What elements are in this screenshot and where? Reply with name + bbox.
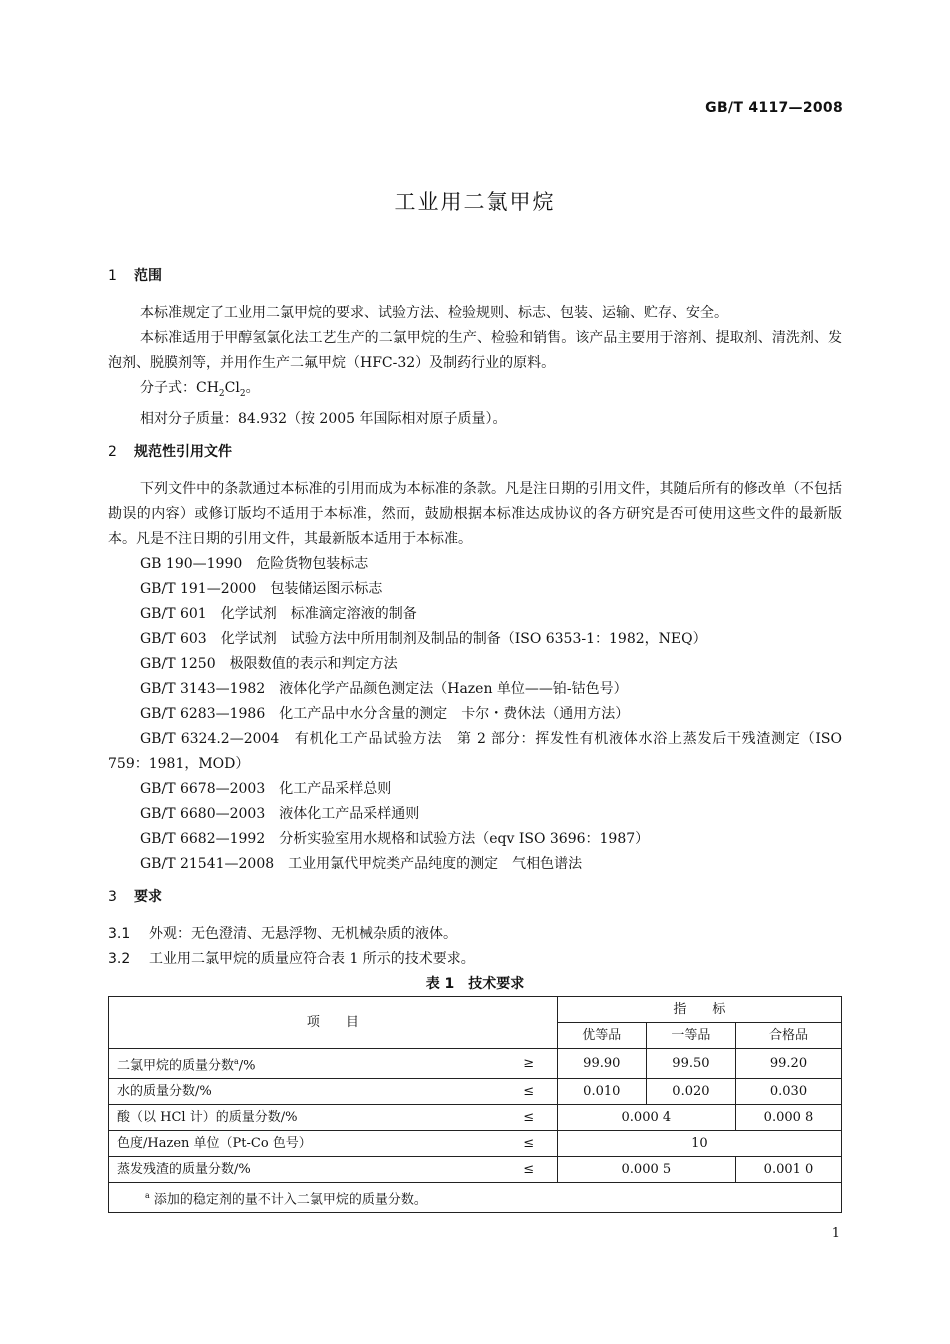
table-row: [109, 1105, 842, 1131]
row-name: 酸（以 HCl 计）的质量分数/%: [109, 1105, 501, 1131]
reference-item: GB/T 191—2000 包装储运图示标志: [140, 580, 383, 597]
clause-3-2: [108, 947, 842, 972]
table-caption: 表 1 技术要求: [425, 975, 525, 992]
table-row: [109, 1131, 842, 1157]
footnote-mark: a: [145, 1191, 150, 1201]
footnote-text: 添加的稳定剂的量不计入二氯甲烷的质量分数。: [153, 1192, 427, 1208]
row-symbol: ≤: [501, 1157, 558, 1183]
page-number: 1: [831, 1226, 840, 1241]
row-symbol: ≤: [501, 1105, 558, 1131]
row-symbol: ≥: [501, 1048, 558, 1078]
value-cell: 0.030: [735, 1079, 841, 1105]
formula-prefix: 分子式：CH: [140, 380, 219, 396]
grade-first: 一等品: [646, 1022, 735, 1048]
reference-item: GB/T 3143—1982 液体化学产品颜色测定法（Hazen 单位——铂-钴色号）: [140, 680, 628, 697]
value-cell: 0.000 8: [735, 1105, 841, 1131]
table-row: [109, 1048, 842, 1078]
section-number: 2: [108, 443, 117, 460]
document-body: [108, 264, 842, 1213]
grade-qualified: 合格品: [735, 1022, 841, 1048]
reference-item: GB/T 6680—2003 液体化工产品采样通则: [140, 805, 420, 822]
section-title: 要求: [134, 888, 162, 905]
row-name-text: 二氯甲烷的质量分数: [117, 1058, 235, 1074]
clause-text: 工业用二氯甲烷的质量应符合表 1 所示的技术要求。: [149, 950, 475, 967]
table-footnote: [109, 1183, 842, 1213]
section-2-heading: [108, 440, 842, 465]
reference-item: GB/T 1250 极限数值的表示和判定方法: [140, 655, 398, 672]
row-symbol: ≤: [501, 1131, 558, 1157]
header-item: 项 目: [109, 996, 558, 1048]
table-footnote-row: [109, 1183, 842, 1213]
formula-subscript: 2: [218, 388, 225, 399]
value-cell: 0.000 4: [557, 1105, 735, 1131]
formula-subscript: 2: [239, 388, 246, 399]
document-title: 工业用二氯甲烷: [394, 190, 556, 214]
value-cell: 10: [557, 1131, 841, 1157]
value-cell: 0.020: [646, 1079, 735, 1105]
value-cell: 99.50: [646, 1048, 735, 1078]
reference-item: GB/T 601 化学试剂 标准滴定溶液的制备: [140, 605, 417, 622]
reference-item: GB/T 6678—2003 化工产品采样总则: [140, 780, 392, 797]
standard-code: GB/T 4117—2008: [705, 100, 843, 116]
section-title: 范围: [134, 268, 162, 284]
technical-requirements-table: [108, 996, 842, 1214]
clause-3-1: [108, 922, 842, 947]
paragraph: 下列文件中的条款通过本标准的引用而成为本标准的条款。凡是注日期的引用文件，其随后所有的修改单（不包括勘误的内容）或修订版均不适用于本标准，然而，鼓励根据本标准达成协议的各方研究是否可使用这些文件的最新版本。凡是不注日期的引用文件，其最新版本适用于本标准。: [108, 480, 842, 547]
clause-number: 3.2: [108, 950, 131, 967]
row-name: 蒸发残渣的质量分数/%: [109, 1157, 501, 1183]
formula-suffix: 。: [245, 380, 260, 396]
table-row: [109, 1079, 842, 1105]
value-cell: 0.010: [557, 1079, 646, 1105]
grade-superior: 优等品: [557, 1022, 646, 1048]
section-3-heading: [108, 885, 842, 910]
value-cell: 99.20: [735, 1048, 841, 1078]
reference-item: GB 190—1990 危险货物包装标志: [140, 555, 369, 572]
reference-item: GB/T 603 化学试剂 试验方法中所用制剂及制品的制备（ISO 6353-1：1982，NEQ）: [140, 630, 707, 647]
value-cell: 99.90: [557, 1048, 646, 1078]
clause-text: 外观：无色澄清、无悬浮物、无机械杂质的液体。: [149, 925, 457, 942]
section-number: 1: [108, 268, 117, 284]
paragraph: 本标准适用于甲醇氢氯化法工艺生产的二氯甲烷的生产、检验和销售。该产品主要用于溶剂、提取剂、清洗剂、发泡剂、脱膜剂等，并用作生产二氟甲烷（HFC-32）及制药行业的原料。: [108, 330, 842, 371]
row-symbol: ≤: [501, 1079, 558, 1105]
reference-item: GB/T 6682—1992 分析实验室用水规格和试验方法（eqv ISO 3696：1987）: [140, 830, 650, 847]
formula-mid: Cl: [224, 380, 240, 396]
header-index: 指 标: [557, 996, 841, 1022]
section-title: 规范性引用文件: [134, 443, 232, 460]
row-name: [109, 1048, 501, 1078]
paragraph: 本标准规定了工业用二氯甲烷的要求、试验方法、检验规则、标志、包装、运输、贮存、安全。: [140, 305, 728, 321]
reference-item: GB/T 6324.2—2004 有机化工产品试验方法 第 2 部分：挥发性有机液体水浴上蒸发后干残渣测定（ISO 759：1981，MOD）: [108, 730, 842, 772]
reference-item: GB/T 6283—1986 化工产品中水分含量的测定 卡尔・费休法（通用方法）: [140, 705, 630, 722]
row-name: 色度/Hazen 单位（Pt-Co 色号）: [109, 1131, 501, 1157]
table-header-row: [109, 996, 842, 1022]
clause-number: 3.1: [108, 925, 131, 942]
footnote-ref: a: [234, 1056, 239, 1066]
value-cell: 0.000 5: [557, 1157, 735, 1183]
table-row: [109, 1157, 842, 1183]
reference-item: GB/T 21541—2008 工业用氯代甲烷类产品纯度的测定 气相色谱法: [140, 855, 583, 872]
section-number: 3: [108, 888, 117, 905]
value-cell: 0.001 0: [735, 1157, 841, 1183]
row-name: 水的质量分数/%: [109, 1079, 501, 1105]
molecular-formula: [108, 376, 842, 407]
row-unit: /%: [238, 1058, 256, 1074]
section-1-heading: [108, 264, 842, 289]
molecular-mass: 相对分子质量：84.932（按 2005 年国际相对原子质量）。: [140, 410, 507, 427]
